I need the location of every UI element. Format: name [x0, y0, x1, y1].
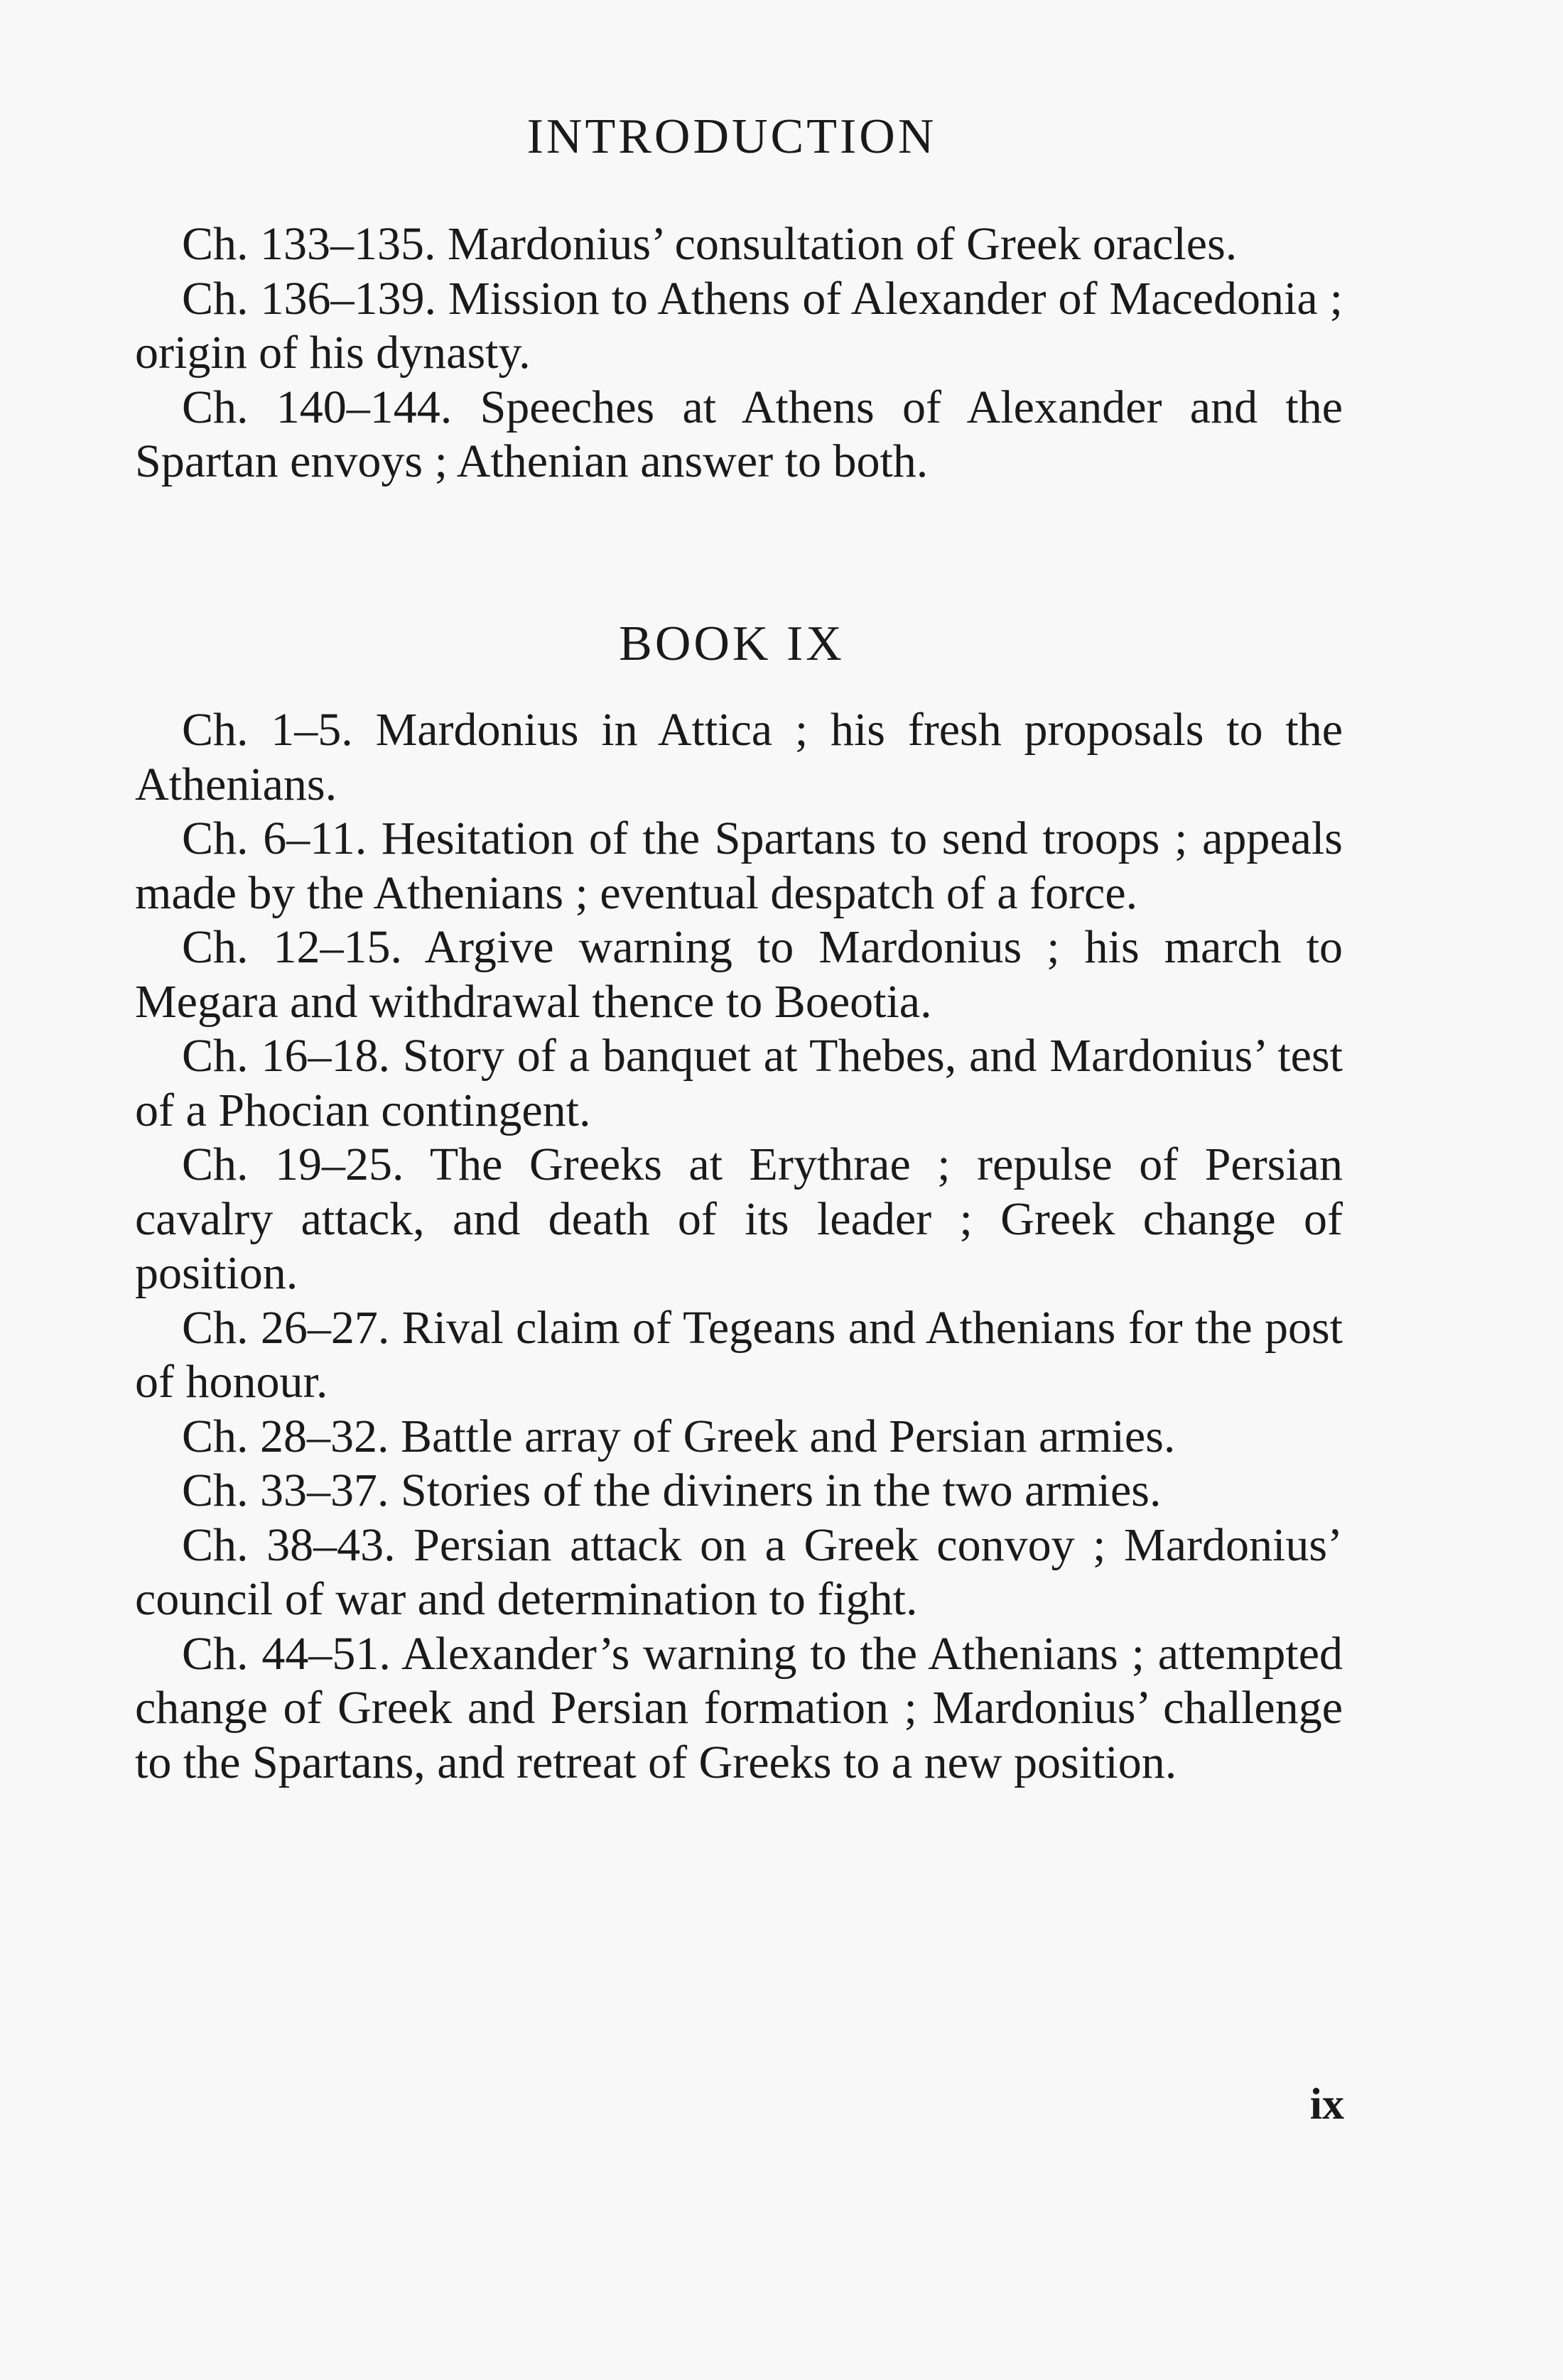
book-heading: BOOK IX: [619, 616, 845, 671]
chapter-entry: Ch. 44–51. Alexander’s warning to the Athenians ; attempted change of Greek and Persian formation ; Mardonius’ challenge to the Spartans, and retreat of Greeks to a new position.: [135, 1627, 1343, 1788]
page-number: ix: [1309, 2080, 1344, 2129]
chapter-entry: Ch. 28–32. Battle array of Greek and Persian armies.: [182, 1410, 1176, 1462]
chapter-entry: Ch. 12–15. Argive warning to Mardonius ; his march to Megara and withdrawal thence to Boeotia.: [135, 921, 1343, 1028]
chapter-entry: Ch. 16–18. Story of a banquet at Thebes, and Mardonius’ test of a Phocian contingent.: [135, 1030, 1343, 1136]
chapter-entry: Ch. 6–11. Hesitation of the Spartans to send troops ; appeals made by the Athenians ; eventual despatch of a force.: [135, 813, 1343, 919]
chapter-entry: Ch. 19–25. The Greeks at Erythrae ; repulse of Persian cavalry attack, and death of its leader ; Greek change of position.: [135, 1139, 1343, 1299]
intro-chapter-list: [135, 217, 1343, 489]
book-ix-chapter-list: [135, 703, 1343, 1790]
chapter-entry: Ch. 26–27. Rival claim of Tegeans and Athenians for the post of honour.: [135, 1301, 1343, 1408]
chapter-entry: Ch. 133–135. Mardonius’ consultation of Greek oracles.: [182, 218, 1238, 270]
chapter-entry: Ch. 38–43. Persian attack on a Greek convoy ; Mardonius’ council of war and determination to fight.: [135, 1518, 1343, 1625]
chapter-entry: Ch. 33–37. Stories of the diviners in the two armies.: [182, 1465, 1162, 1516]
chapter-entry: Ch. 1–5. Mardonius in Attica ; his fresh proposals to the Athenians.: [135, 704, 1343, 810]
chapter-entry: Ch. 136–139. Mission to Athens of Alexander of Macedonia ; origin of his dynasty.: [135, 272, 1343, 379]
chapter-entry: Ch. 140–144. Speeches at Athens of Alexander and the Spartan envoys ; Athenian answer to both.: [135, 381, 1343, 487]
running-head: INTRODUCTION: [526, 109, 937, 164]
